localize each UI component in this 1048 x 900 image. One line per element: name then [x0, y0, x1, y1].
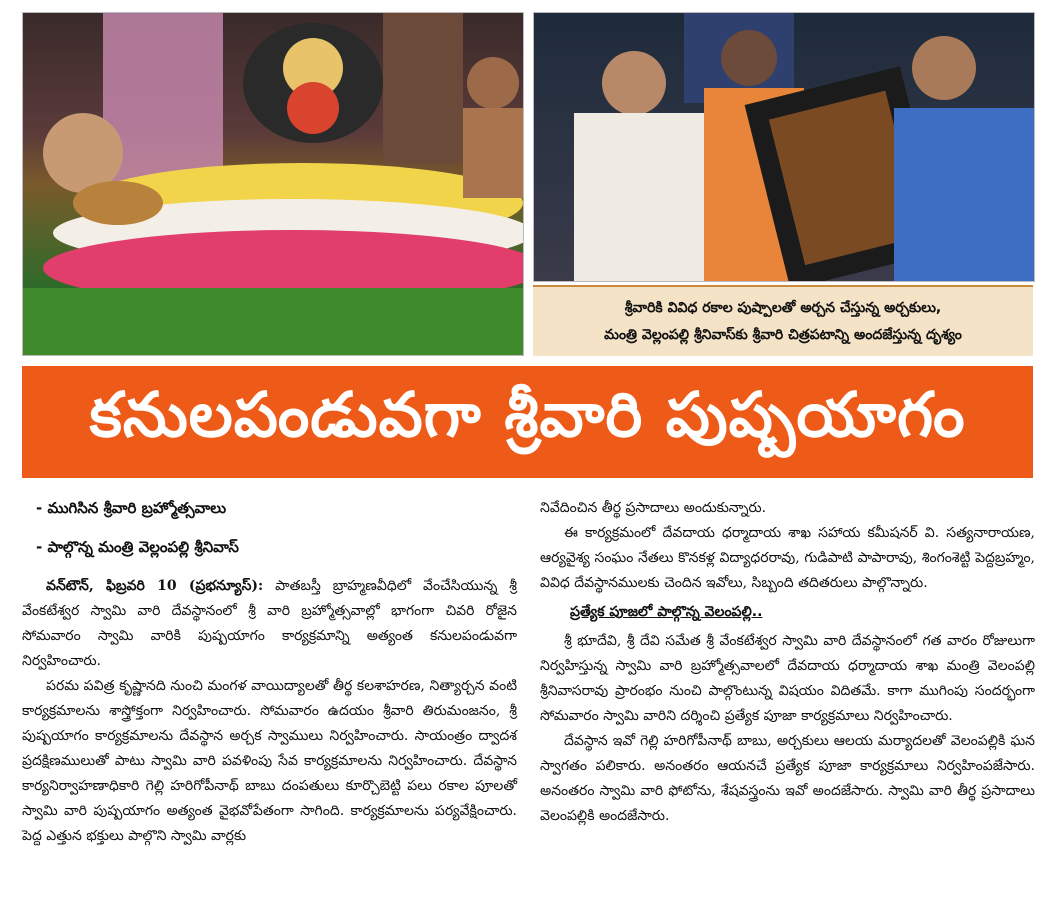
- article-column-left: [22, 496, 517, 849]
- minister-presentation-photo: [533, 12, 1035, 282]
- article-paragraph-2: పరమ పవిత్ర కృష్ణానది నుంచి మంగళ వాయిద్యాలతో తీర్థ కలశాహరణ, నిత్యార్చన వంటి కార్యక్రమాలను శాస్త్రోక్తంగా నిర్వహించారు. సోమవారం ఉదయం శ్రీవారి తిరుమంజనం, శ్రీ పుష్పయాగం కార్యక్రమాలను దేవస్థాన అర్చక స్వాములు నిర్వహించారు. సాయంత్రం ద్వాదశ ప్రదక్షిణములుతో పాటు స్వామి వారి పవళింపు సేవ కార్యక్రమాలను నిర్వహించారు. దేవస్థాన కార్యనిర్వాహణాధికారి గెల్లి హరిగోపీనాథ్ బాబు దంపతులు కూర్చొబెట్టి పలు రకాల పూలతో స్వామి వారి పుష్పయాగం అత్యంత వైభవోపేతంగా సాగింది. కార్యక్రమాలను పర్యవేక్షించారు. పెద్ద ఎత్తున భక్తులు పాల్గొని స్వామి వార్లకు: [22, 678, 517, 844]
- caption-line-1: శ్రీవారికి వివిధ రకాల పుష్పాలతో అర్చన చేస్తున్న అర్చకులు,: [624, 299, 942, 316]
- photo-caption: [533, 285, 1033, 356]
- article-paragraph-1-text: పాతబస్తీ బ్రాహ్మణవీధిలో వేంచేసియున్న శ్రీ వేంకటేశ్వర స్వామి వారి దేవస్థానంలో శ్రీ వారి బ్రహ్మోత్సవాల్లో భాగంగా చివరి రోజైన సోమవారం స్వామి వారికి పుష్పయాగం కార్యక్రమాన్ని అత్యంత కనులపండువగా నిర్వహించారు.: [22, 578, 517, 669]
- article-paragraph-5: శ్రీ భూదేవి, శ్రీ దేవి సమేత శ్రీ వేంకటేశ్వర స్వామి వారి దేవస్థానంలో గత వారం రోజులుగా నిర్వహిస్తున్న స్వామి వారి బ్రహ్మోత్సవాలలో దేవదాయ ధర్మాదాయ శాఖ మంత్రి వెలంపల్లి శ్రీనివాసరావు ప్రారంభం నుంచి పాల్గొంటున్న విషయం విదితమే. కాగా ముగింపు సందర్భంగా సోమవారం స్వామి వారిని దర్శించి ప్రత్యేక పూజా కార్యక్రమాలు నిర్వహించారు.: [540, 633, 1035, 724]
- highlight-bullet-2: - పాల్గొన్న మంత్రి వెల్లంపల్లి శ్రీనివాస్: [36, 538, 239, 556]
- flower-offering-photo: [22, 12, 524, 356]
- dateline: వన్‌టౌన్, ఫిబ్రవరి 10 (ప్రభన్యూస్):: [46, 578, 264, 594]
- article-paragraph-1: [22, 574, 517, 674]
- article-paragraph-6: దేవస్థాన ఇవో గెల్లి హరిగోపీనాథ్ బాబు, అర్చకులు ఆలయ మర్యాదలతో వెలంపల్లికి ఘన స్వాగతం పలికారు. అనంతరం ఆయనచే ప్రత్యేక పూజా కార్యక్రమాలు నిర్వహింపజేసారు. అనంతరం స్వామి వారి ఫోటోను, శేషవస్త్రంను ఇవో అందజేసారు. స్వామి వారి తీర్థ ప్రసాదాలు వెలంపల్లికి అందజేసారు.: [540, 733, 1035, 824]
- minister-presentation-illustration: [534, 13, 1034, 281]
- headline: కనులపండువగా శ్రీవారి పుష్పయాగం: [22, 366, 1033, 478]
- article-subheading: ప్రత్యేక పూజలో పాల్గొన్న వెలంపల్లి..: [570, 604, 763, 620]
- article-paragraph-3: నివేదించిన తీర్థ ప్రసాదాలు అందుకున్నారు.: [540, 500, 767, 516]
- article-paragraph-4: ఈ కార్యక్రమంలో దేవదాయ ధర్మాదాయ శాఖ సహాయ కమీషనర్ వి. సత్యనారాయణ, ఆర్యవైశ్య సంఘం నేతలు కొనకళ్ల విద్యాధరరావు, గుడిపాటి పాపారావు, శింగంశెట్టి పెద్దబ్రహ్మం, వివిధ దేవస్థానములకు చెందిన ఇవోలు, సిబ్బంది తదితరులు పాల్గొన్నారు.: [540, 525, 1035, 591]
- caption-line-2: మంత్రి వెల్లంపల్లి శ్రీనివాస్‌కు శ్రీవారి చిత్రపటాన్ని అందజేస్తున్న దృశ్యం: [604, 326, 962, 343]
- highlight-bullet-1: - ముగిసిన శ్రీవారి బ్రహ్మోత్సవాలు: [36, 499, 227, 517]
- flower-offering-illustration: [23, 13, 523, 355]
- article-column-right: [540, 496, 1035, 829]
